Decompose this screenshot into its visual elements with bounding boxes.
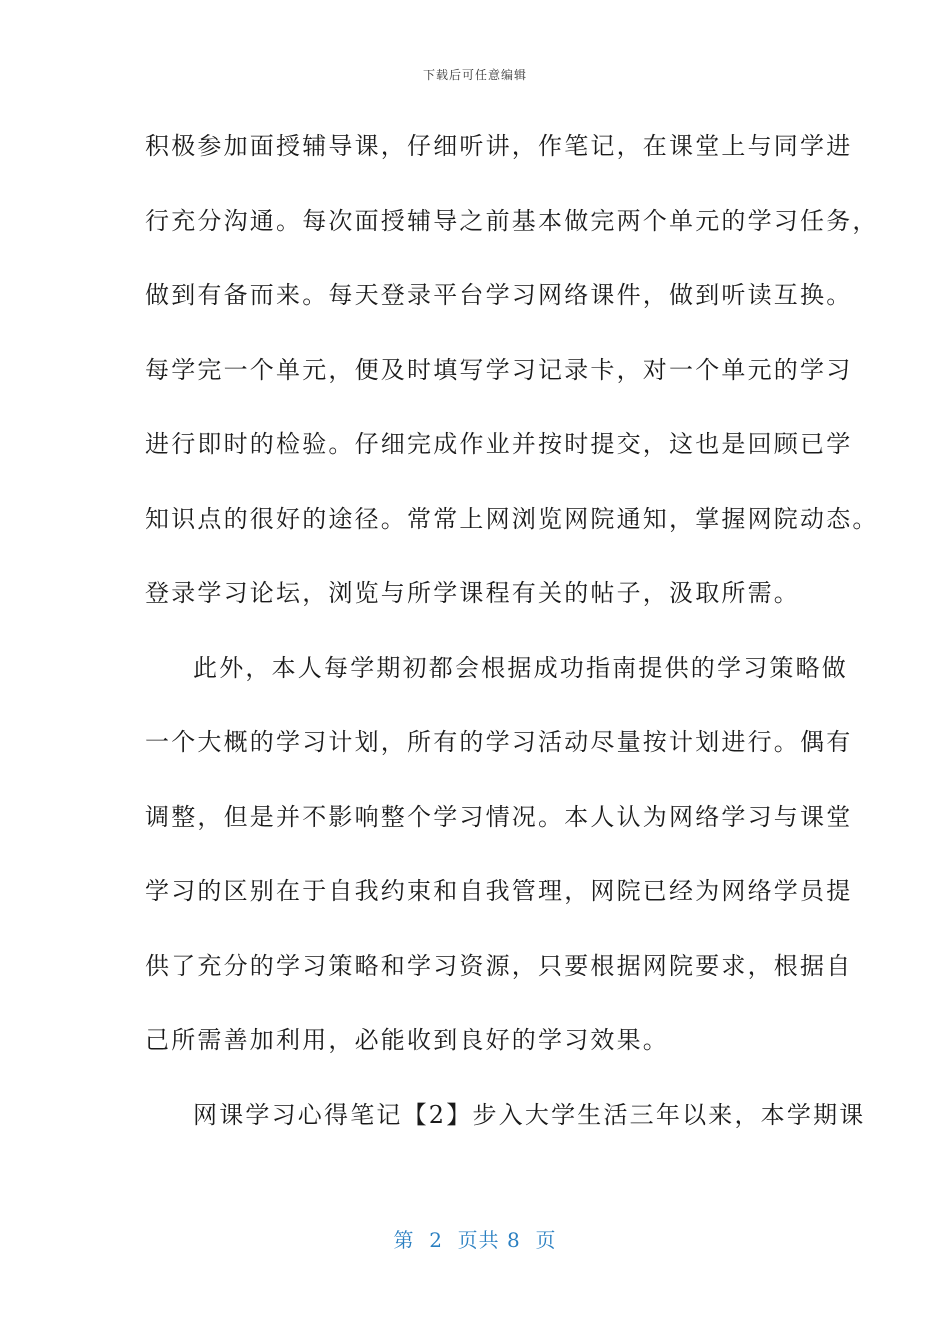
- text-line: 进行即时的检验。仔细完成作业并按时提交，这也是回顾已学: [145, 430, 853, 458]
- text-line: 己所需善加利用，必能收到良好的学习效果。: [145, 1026, 669, 1054]
- text-line: 行充分沟通。每次面授辅导之前基本做完两个单元的学习任务，: [145, 206, 879, 235]
- text-line: 每学完一个单元，便及时填写学习记录卡，对一个单元的学习: [145, 355, 853, 384]
- text-line: 供了充分的学习策略和学习资源，只要根据网院要求，根据自: [145, 951, 853, 980]
- page-number-footer: 第 2 页共 8 页: [393, 1228, 557, 1252]
- text-line: 调整，但是并不影响整个学习情况。本人认为网络学习与课堂: [145, 802, 853, 831]
- text-line: 一个大概的学习计划，所有的学习活动尽量按计划进行。偶有: [145, 728, 853, 756]
- text-line: 知识点的很好的途径。常常上网浏览网院通知，掌握网院动态。: [145, 504, 879, 533]
- text-line: 学习的区别在于自我约束和自我管理，网院已经为网络学员提: [145, 877, 853, 905]
- paragraph-start-line: 网课学习心得笔记【2】步入大学生活三年以来，本学期课: [193, 1100, 866, 1129]
- text-line: 积极参加面授辅导课，仔细听讲，作笔记，在课堂上与同学进: [145, 132, 853, 160]
- body-text: [145, 124, 879, 1167]
- text-line: 做到有备而来。每天登录平台学习网络课件，做到听读互换。: [145, 281, 853, 309]
- paragraph-start-line: 此外，本人每学期初都会根据成功指南提供的学习策略做: [193, 653, 848, 682]
- header-note: 下载后可任意编辑: [422, 68, 527, 82]
- text-line: 登录学习论坛，浏览与所学课程有关的帖子，汲取所需。: [145, 579, 800, 607]
